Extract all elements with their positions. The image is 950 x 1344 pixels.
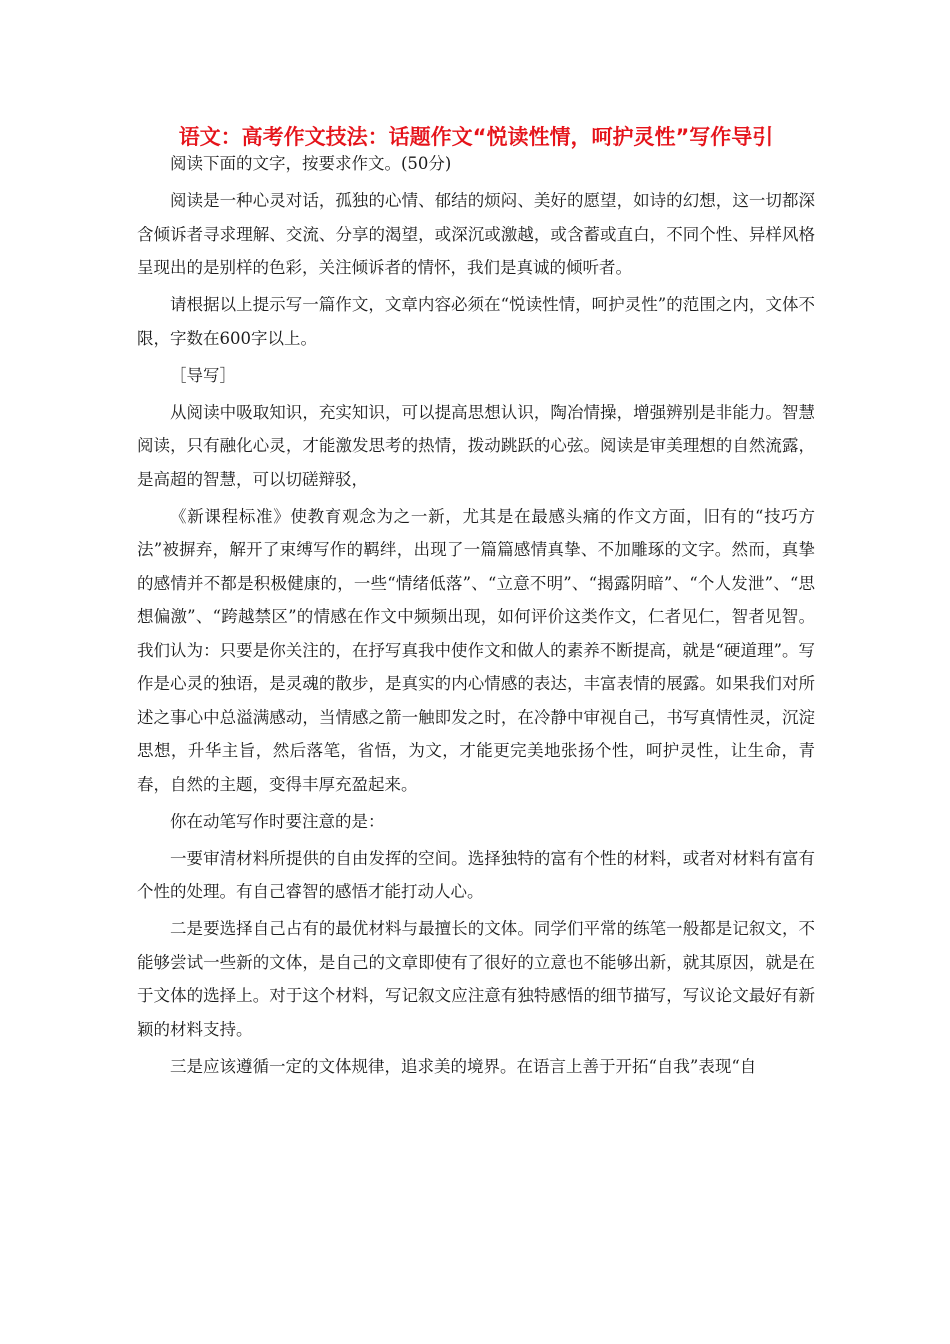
paragraph-requirements: 请根据以上提示写一篇作文，文章内容必须在“悦读性情，呵护灵性”的范围之内，文体不限，字数在600字以上。 <box>137 295 815 348</box>
section-heading-guide: ［导写］ <box>170 365 236 385</box>
paragraph-prompt-text: 阅读是一种心灵对话，孤独的心情、郁结的烦闷、美好的愿望，如诗的幻想，这一切都深含倾诉者寻求理解、交流、分享的渴望，或深沉或激越，或含蓄或直白，不同个性、异样风格呈现出的是别样的色彩，关注倾诉者的情怀，我们是真诚的倾听者。 <box>137 191 815 277</box>
paragraph-point-two: 二是要选择自己占有的最优材料与最擅长的文体。同学们平常的练笔一般都是记叙文，不能够尝试一些新的文体，是自己的文章即使有了很好的立意也不能够出新，就其原因，就是在于文体的选择上。对于这个材料，写记叙文应注意有独特感悟的细节描写，写议论文最好有新颖的材料支持。 <box>137 919 815 1039</box>
paragraph-point-three: 三是应该遵循一定的文体规律，追求美的境界。在语言上善于开拓“自我”表现“自 <box>170 1056 757 1076</box>
paragraph-instruction: 阅读下面的文字，按要求作文。(50分) <box>170 154 452 173</box>
paragraph-guide-intro: 从阅读中吸取知识，充实知识，可以提高思想认识，陶冶情操，增强辨别是非能力。智慧阅读，只有融化心灵，才能激发思考的热情，拨动跳跃的心弦。阅读是审美理想的自然流露，是高超的智慧，可以切磋辩驳， <box>137 402 815 489</box>
document-title: 语文：高考作文技法：话题作文“悦读性情，呵护灵性”写作导引 <box>178 125 774 149</box>
paragraph-notes-heading: 你在动笔写作时要注意的是： <box>170 811 385 831</box>
document-page <box>137 122 815 1083</box>
paragraph-point-one: 一要审清材料所提供的自由发挥的空间。选择独特的富有个性的材料，或者对材料有富有个性的处理。有自己睿智的感悟才能打动人心。 <box>137 848 815 901</box>
paragraph-curriculum-standard: 《新课程标准》使教育观念为之一新，尤其是在最感头痛的作文方面，旧有的“技巧方法”被摒弃，解开了束缚写作的羁绊，出现了一篇篇感情真挚、不加雕琢的文字。然而，真挚的感情并不都是积极健康的，一些“情绪低落”、“立意不明”、“揭露阴暗”、“个人发泄”、“思想偏激”、“跨越禁区”的情感在作文中频频出现，如何评价这类作文，仁者见仁，智者见智。我们认为：只要是你关注的，在抒写真我中使作文和做人的素养不断提高，就是“硬道理”。写作是心灵的独语，是灵魂的散步，是真实的内心情感的表达，丰富表情的展露。如果我们对所述之事心中总溢满感动，当情感之箭一触即发之时，在冷静中审视自己，书写真情性灵，沉淀思想，升华主旨，然后落笔，省悟，为文，才能更完美地张扬个性，呵护灵性，让生命，青春，自然的主题，变得丰厚充盈起来。 <box>137 506 815 794</box>
